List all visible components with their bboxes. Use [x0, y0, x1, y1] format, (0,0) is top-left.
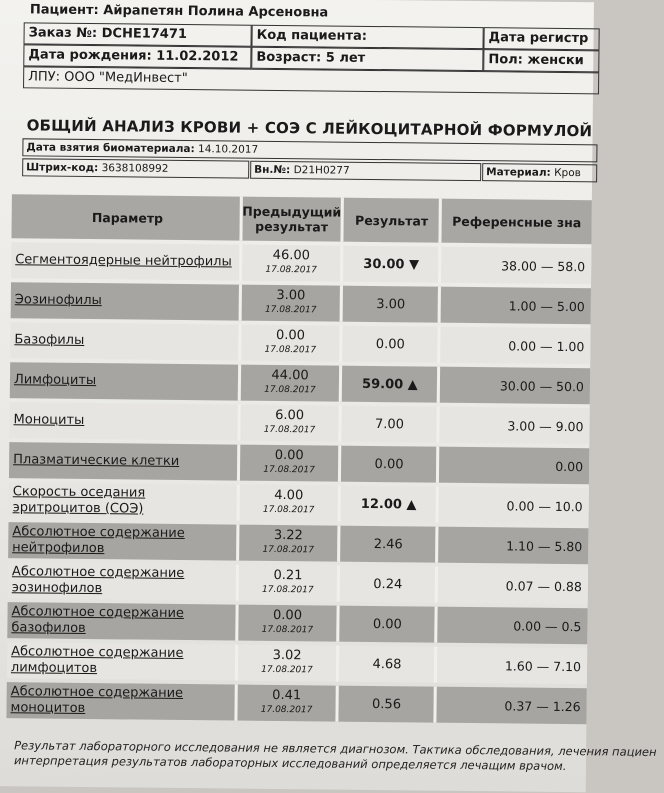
barcode [22, 158, 249, 178]
internal-number-label: Вн.№: [254, 163, 291, 177]
result-value: 2.46 [338, 526, 436, 563]
previous-result [235, 565, 337, 602]
result-value: 59.00 ▲ [339, 366, 437, 403]
header-result: Результат [341, 198, 439, 243]
report-title: ОБЩИЙ АНАЛИЗ КРОВИ + СОЭ С ЛЕЙКОЦИТАРНОЙ ФОРМУЛОЙ [26, 116, 593, 141]
previous-value: 0.00 [275, 327, 306, 344]
previous-result [238, 285, 340, 322]
result-value: 4.68 [336, 646, 434, 683]
previous-date: 17.08.2017 [264, 304, 317, 316]
param-name: Плазматические клетки [9, 442, 237, 480]
param-name: Абсолютное содержание нейтрофилов [8, 522, 236, 560]
previous-result [237, 405, 339, 442]
previous-value: 0.21 [273, 567, 303, 584]
reference-range: 0.37 — 1.26 [434, 687, 587, 725]
previous-result [237, 445, 339, 482]
previous-result [236, 525, 338, 562]
registration-date: Дата регистр [483, 27, 599, 50]
table-row [7, 602, 587, 644]
header-param: Параметр [11, 194, 239, 240]
results-body [6, 242, 591, 724]
previous-result [234, 645, 336, 682]
table-row [10, 322, 590, 364]
previous-result [234, 685, 336, 722]
previous-date: 17.08.2017 [263, 424, 316, 436]
previous-value: 3.22 [273, 527, 303, 544]
previous-value: 6.00 [275, 407, 305, 424]
result-value: 0.56 [336, 686, 434, 723]
previous-date: 17.08.2017 [260, 704, 313, 716]
previous-value: 3.02 [272, 647, 302, 664]
result-value: 0.00 [338, 446, 436, 483]
table-row [10, 362, 590, 404]
disclaimer [14, 738, 657, 775]
param-name: Абсолютное содержание лимфоцитов [7, 642, 235, 680]
lpu [23, 66, 599, 94]
reference-range: 0.00 [436, 447, 589, 485]
previous-date: 17.08.2017 [263, 464, 315, 476]
previous-value: 46.00 [272, 247, 311, 264]
reference-range: 30.00 — 50.0 [437, 367, 590, 405]
previous-date: 17.08.2017 [264, 384, 316, 396]
table-row [11, 282, 591, 324]
param-name: Скорость оседания эритроцитов (СОЭ) [9, 482, 237, 520]
result-value: 0.00 [340, 326, 438, 363]
disclaimer-line-2: интерпретация результатов лабораторных исследований определяется лечащим врачом. [13, 753, 567, 774]
patient-name: Пациент: Айрапетян Полина Арсеновна [29, 2, 329, 21]
previous-date: 17.08.2017 [261, 584, 314, 596]
material-value: Кров [554, 166, 581, 180]
param-name: Моноциты [9, 402, 237, 440]
param-name: Сегментоядерные нейтрофилы [11, 242, 239, 280]
table-row [8, 562, 588, 604]
table-row [9, 402, 589, 444]
previous-result [238, 325, 340, 362]
material-label: Материал: [486, 166, 551, 179]
table-row [11, 242, 591, 284]
table-row [7, 642, 587, 684]
table-row [6, 682, 586, 724]
result-value: 0.00 [337, 606, 435, 643]
previous-value: 44.00 [271, 367, 309, 384]
previous-value: 3.00 [276, 287, 306, 304]
patient-age: Возраст: 5 лет [251, 47, 483, 71]
reference-range: 1.00 — 5.00 [438, 287, 591, 325]
previous-value: 0.00 [272, 607, 303, 624]
previous-value: 4.00 [274, 487, 304, 504]
result-value: 3.00 [340, 286, 438, 323]
header-prev: Предыдущий результат [239, 197, 341, 242]
result-value: 7.00 [339, 406, 437, 443]
reference-range: 1.10 — 5.80 [436, 527, 589, 565]
param-name: Абсолютное содержание эозинофилов [8, 562, 236, 600]
previous-value: 0.00 [274, 447, 304, 464]
table-row [9, 442, 589, 484]
table-header-row [11, 194, 591, 244]
param-name: Абсолютное содержание базофилов [7, 602, 235, 640]
param-name: Лимфоциты [10, 362, 238, 400]
reference-range: 0.00 — 10.0 [436, 487, 589, 525]
previous-date: 17.08.2017 [262, 544, 315, 556]
patient-code: Код пациента: [251, 25, 483, 49]
order-number: Заказ №: DCHE17471 [23, 22, 251, 46]
previous-date: 17.08.2017 [261, 664, 313, 676]
internal-number [250, 161, 481, 181]
table-row [9, 482, 589, 524]
table-row [8, 522, 588, 564]
disclaimer-line-1: Результат лабораторного исследования не является диагнозом. Тактика обследования, лечения пациен [14, 738, 657, 759]
previous-date: 17.08.2017 [264, 344, 317, 356]
param-name: Эозинофилы [11, 282, 239, 320]
result-value: 12.00 ▲ [338, 486, 436, 523]
reference-range: 0.00 — 1.00 [438, 327, 591, 365]
results-table [6, 190, 592, 728]
patient-sex: Пол: женски [483, 49, 599, 72]
previous-date: 17.08.2017 [262, 504, 315, 516]
result-value: 30.00 ▼ [340, 246, 438, 283]
previous-result [236, 485, 338, 522]
material [482, 163, 597, 182]
birth-date: Дата рождения: 11.02.2012 [23, 44, 251, 68]
previous-result [235, 605, 337, 642]
sample-date-label: Дата взятия биоматериала: [26, 141, 195, 156]
reference-range: 38.00 — 58.0 [438, 247, 591, 285]
previous-date: 17.08.2017 [265, 264, 317, 276]
previous-result [237, 365, 339, 402]
reference-range: 1.60 — 7.10 [434, 647, 587, 685]
sample-date-value: 14.10.2017 [198, 143, 259, 156]
lpu-text: ЛПУ: ООО "МедИнвест" [28, 69, 188, 87]
param-name: Базофилы [10, 322, 238, 360]
barcode-value: 3638108992 [101, 162, 169, 175]
reference-range: 0.07 — 0.88 [435, 567, 588, 605]
barcode-label: Штрих-код: [26, 161, 99, 175]
previous-date: 17.08.2017 [261, 624, 314, 636]
internal-number-value: D21H0277 [293, 164, 350, 177]
header-ref: Референсные зна [439, 199, 592, 245]
previous-value: 0.41 [272, 687, 302, 704]
previous-result [239, 245, 341, 282]
result-value: 0.24 [337, 566, 435, 603]
param-name: Абсолютное содержание моноцитов [6, 682, 234, 720]
reference-range: 3.00 — 9.00 [437, 407, 590, 445]
reference-range: 0.00 — 0.5 [435, 607, 588, 645]
